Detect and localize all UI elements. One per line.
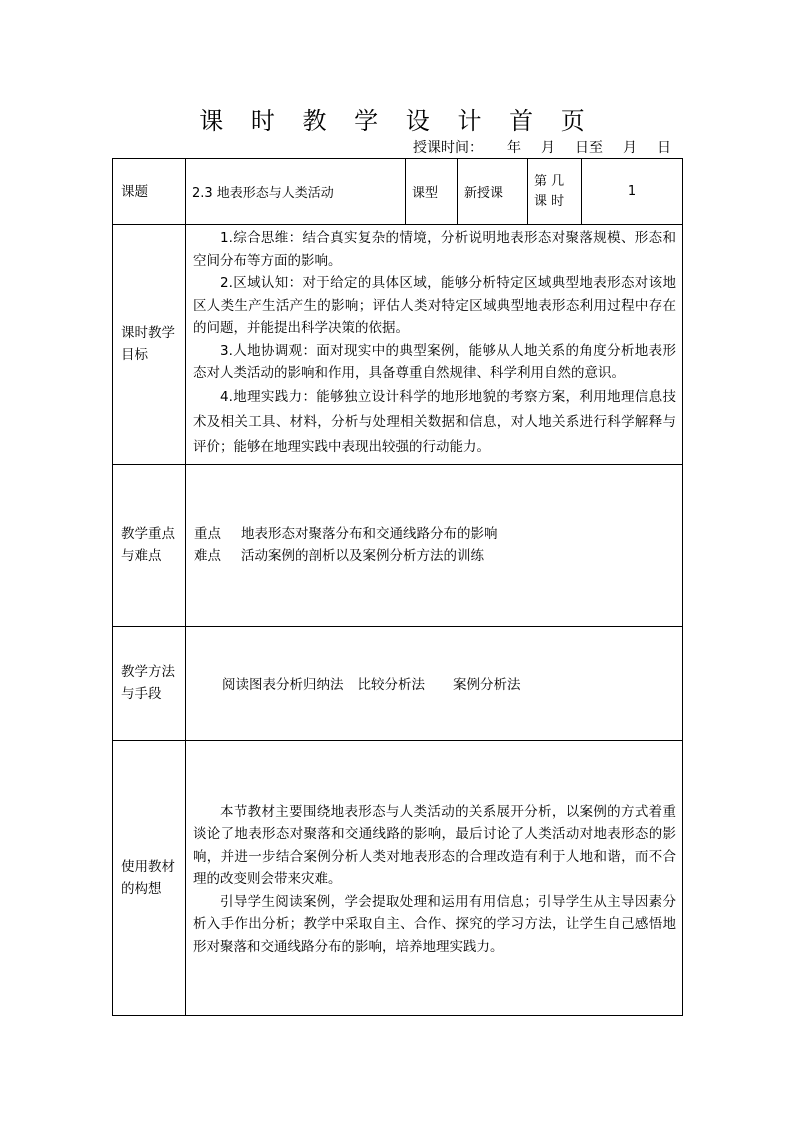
material-paragraph-1: 本节教材主要围绕地表形态与人类活动的关系展开分析，以案例的方式着重谈论了地表形态对聚落和交通线路的影响，最后讨论了人类活动对地表形态的影响，并进一步结合案例分析人类对地表形态的合理改造有利于人地和谐，而不合理的改变则会带来灾难。 — [193, 803, 676, 888]
schedule-day-to: 日至 — [575, 140, 603, 156]
period-label-line-2: 课 时 — [534, 193, 565, 209]
material-label: 使用教材的构想 — [113, 740, 186, 1015]
method-item-3: 案例分析法 — [453, 677, 521, 693]
header-row — [113, 159, 683, 225]
methods-label: 教学方法与手段 — [113, 626, 186, 740]
period-value: 1 — [582, 159, 683, 225]
type-label: 课型 — [406, 159, 458, 225]
key-points-label: 教学重点与难点 — [113, 464, 186, 626]
schedule-year: 年 — [507, 140, 521, 156]
method-item-2: 比较分析法 — [357, 677, 425, 693]
material-content — [186, 740, 683, 1015]
key-points-row — [113, 464, 683, 626]
goals-label: 课时教学目标 — [113, 225, 186, 465]
difficulty-text: 活动案例的剖析以及案例分析方法的训练 — [241, 548, 484, 564]
methods-content — [186, 626, 683, 740]
topic-label: 课题 — [113, 159, 186, 225]
period-label — [528, 159, 582, 225]
difficulty-label: 难点 — [194, 548, 221, 564]
difficulty-line — [194, 545, 676, 568]
schedule-month: 月 — [541, 140, 555, 156]
goal-item-1: 1.综合思维：结合真实复杂的情境，分析说明地表形态对聚落规模、形态和空间分布等方面的影响。 — [193, 230, 676, 269]
page-title: 课 时 教 学 设 计 首 页 — [199, 107, 595, 135]
goal-item-2: 2.区域认知：对于给定的具体区域，能够分析特定区域典型地表形态对该地区人类生产生活产生的影响；评估人类对特定区域典型地表形态利用过程中存在的问题，并能提出科学决策的依据。 — [193, 275, 676, 336]
period-label-line-1: 第 几 — [534, 173, 565, 189]
schedule-line — [413, 137, 683, 157]
goal-item-4: 4.地理实践力：能够独立设计科学的地形地貌的考察方案，利用地理信息技术及相关工具、材料，分析与处理相关数据和信息，对人地关系进行科学解释与评价；能够在地理实践中表现出较强的行动能力。 — [193, 388, 676, 455]
schedule-day-2: 日 — [657, 140, 671, 156]
key-text: 地表形态对聚落分布和交通线路分布的影响 — [241, 525, 498, 542]
key-points-content — [186, 464, 683, 626]
material-row — [113, 740, 683, 1015]
key-point-line — [194, 523, 676, 546]
topic-value: 2.3 地表形态与人类活动 — [186, 159, 406, 225]
key-label: 重点 — [194, 525, 221, 542]
goals-row — [113, 225, 683, 465]
type-value: 新授课 — [458, 159, 528, 225]
schedule-month-2: 月 — [623, 140, 637, 156]
schedule-label: 授课时间： — [413, 140, 483, 156]
lesson-plan-table — [112, 158, 683, 1016]
goal-item-3: 3.人地协调观：面对现实中的典型案例，能够从人地关系的角度分析地表形态对人类活动的影响和作用，具备尊重自然规律、科学利用自然的意识。 — [193, 342, 676, 381]
methods-row — [113, 626, 683, 740]
goals-content — [186, 225, 683, 465]
method-item-1: 阅读图表分析归纳法 — [222, 677, 344, 693]
material-paragraph-2: 引导学生阅读案例，学会提取处理和运用有用信息；引导学生从主导因素分析入手作出分析；教学中采取自主、合作、探究的学习方法，让学生自己感悟地形对聚落和交通线路分布的影响，培养地理实践力。 — [193, 893, 676, 955]
